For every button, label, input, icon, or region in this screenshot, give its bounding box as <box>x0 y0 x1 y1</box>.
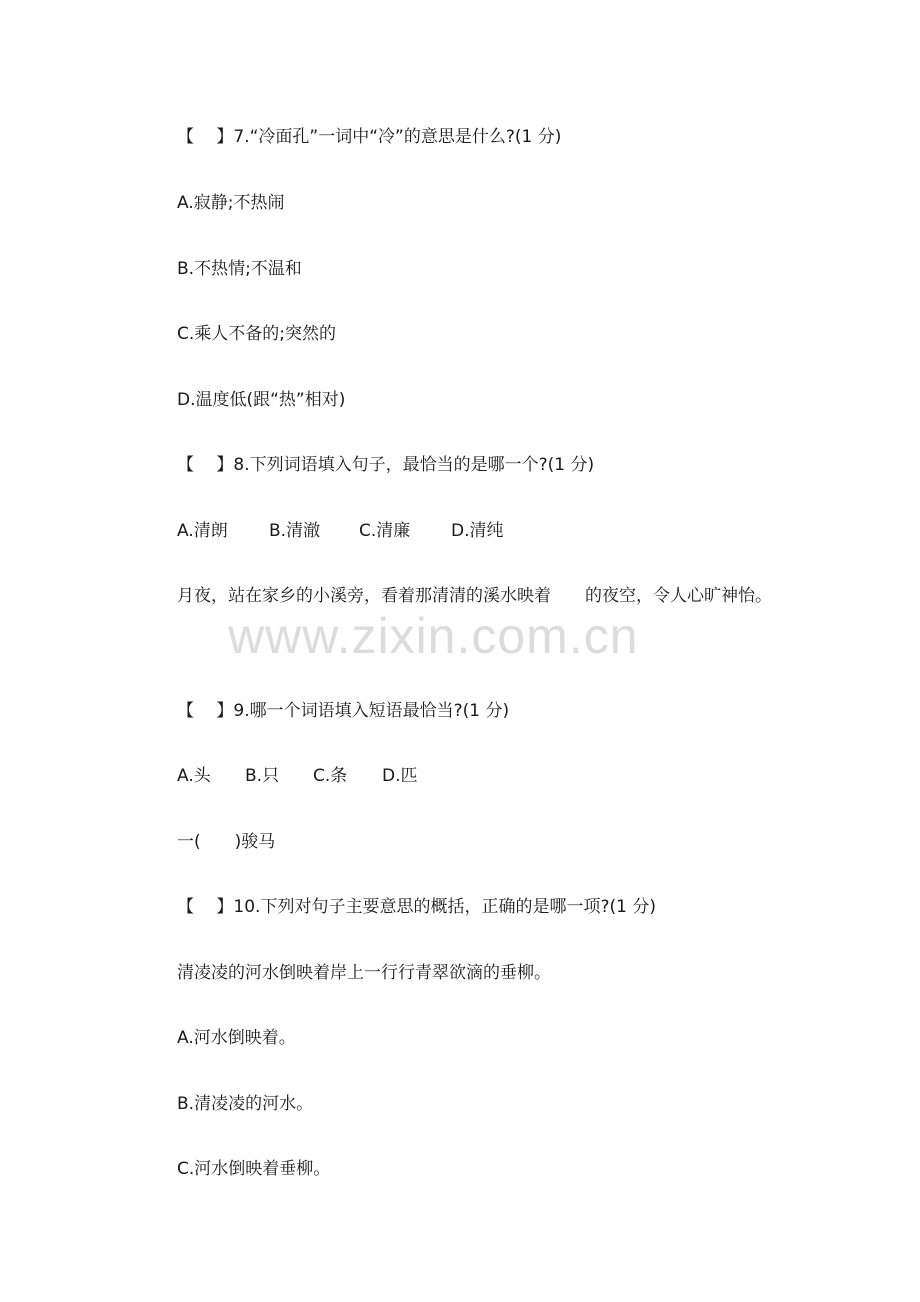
question-9-option-a: A.头 <box>177 766 211 786</box>
question-9-stem: 【 】9.哪一个词语填入短语最恰当?(1 分) <box>177 701 510 721</box>
question-10-option-c: C.河水倒映着垂柳。 <box>177 1159 331 1179</box>
question-10-stem: 【 】10.下列对句子主要意思的概括，正确的是哪一项?(1 分) <box>177 897 656 917</box>
question-10-sentence: 清凌凌的河水倒映着岸上一行行青翠欲滴的垂柳。 <box>177 963 551 983</box>
question-7-option-c: C.乘人不备的;突然的 <box>177 324 337 344</box>
question-8-option-b: B.清澈 <box>269 521 321 541</box>
question-10-option-a: A.河水倒映着。 <box>177 1028 296 1048</box>
question-8-option-d: D.清纯 <box>451 521 504 541</box>
question-9-option-d: D.匹 <box>382 766 418 786</box>
question-9-options <box>177 765 418 787</box>
question-9-phrase: 一( )骏马 <box>177 832 276 852</box>
question-8-option-a: A.清朗 <box>177 521 228 541</box>
question-7-stem: 【 】7.“冷面孔”一词中“冷”的意思是什么?(1 分) <box>177 127 562 147</box>
question-9-option-c: C.条 <box>313 766 348 786</box>
question-10-option-b: B.清凌凌的河水。 <box>177 1094 314 1114</box>
question-8-sentence: 月夜，站在家乡的小溪旁，看着那清清的溪水映着 的夜空，令人心旷神怡。 <box>177 586 772 606</box>
question-7-option-a: A.寂静;不热闹 <box>177 193 285 213</box>
question-8-stem: 【 】8.下列词语填入句子，最恰当的是哪一个?(1 分) <box>177 455 595 475</box>
question-8-options <box>177 520 504 542</box>
question-7-option-b: B.不热情;不温和 <box>177 259 302 279</box>
question-8-option-c: C.清廉 <box>359 521 411 541</box>
question-9-option-b: B.只 <box>245 766 280 786</box>
question-7-option-d: D.温度低(跟“热”相对) <box>177 390 346 410</box>
watermark: www.zixin.com.cn <box>228 608 639 664</box>
